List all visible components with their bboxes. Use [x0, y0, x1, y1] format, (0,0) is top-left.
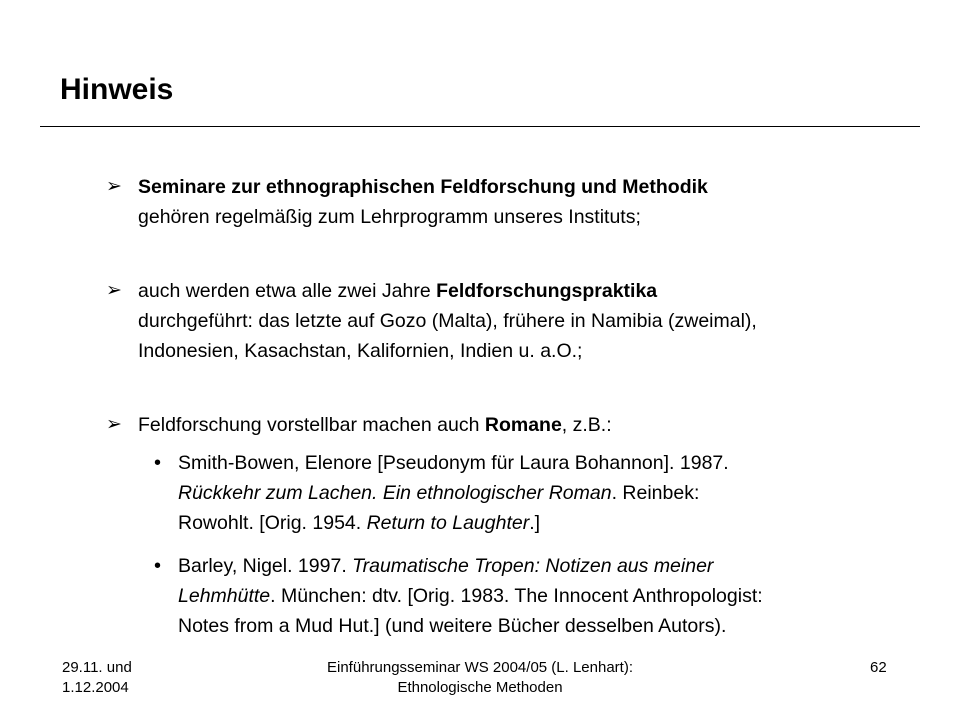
footer-date-line: 29.11. und: [62, 659, 132, 676]
dot-bullet-icon: •: [154, 452, 162, 474]
footer-course: [280, 658, 680, 698]
reference-text: . München: dtv. [Orig. 1983. The Innocent Anthropologist:: [270, 585, 763, 607]
reference-italic-title: Traumatische Tropen: Notizen aus meiner: [352, 555, 714, 577]
reference-line: [178, 551, 914, 581]
dot-bullet-icon: •: [154, 555, 162, 577]
bullet-text: , z.B.:: [561, 414, 612, 436]
bullet-line: Indonesien, Kasachstan, Kalifornien, Indien u. a.O.;: [138, 340, 583, 362]
bullet-line: [138, 276, 914, 306]
bullet-line: gehören regelmäßig zum Lehrprogramm unseres Instituts;: [138, 206, 641, 228]
title-divider: [40, 126, 920, 127]
bullet-line: [138, 172, 914, 202]
arrowhead-bullet-icon: ➢: [106, 414, 122, 435]
bullet-text: Feldforschung vorstellbar machen auch: [138, 414, 485, 436]
bullet-text: auch werden etwa alle zwei Jahre: [138, 280, 437, 302]
footer-course-line: Ethnologische Methoden: [397, 679, 563, 696]
reference-smith-bowen: [104, 448, 914, 538]
reference-text: . Reinbek:: [611, 482, 700, 504]
reference-line: Notes from a Mud Hut.] (und weitere Bücher desselben Autors).: [178, 615, 727, 637]
bullet-romane: [104, 410, 914, 440]
bullet-seminare: [104, 172, 914, 232]
reference-italic-title: Lehmhütte: [178, 585, 271, 607]
slide-body: [104, 172, 914, 641]
reference-line: [178, 508, 914, 538]
footer-date: [62, 658, 132, 698]
footer-date-line: 1.12.2004: [62, 679, 129, 696]
bullet-line: durchgeführt: das letzte auf Gozo (Malta), frühere in Namibia (zweimal),: [138, 310, 757, 332]
slide-title: Hinweis: [60, 73, 174, 106]
footer-course-line: Einführungsseminar WS 2004/05 (L. Lenhart):: [327, 659, 633, 676]
reference-line: [178, 478, 914, 508]
reference-text: .]: [529, 512, 541, 534]
reference-italic-title: Rückkehr zum Lachen. Ein ethnologischer Roman: [178, 482, 612, 504]
bullet-bold-text: Seminare zur ethnographischen Feldforschung und Methodik: [138, 176, 708, 198]
reference-text: Barley, Nigel. 1997.: [178, 555, 353, 577]
reference-line: Smith-Bowen, Elenore [Pseudonym für Laura Bohannon]. 1987.: [178, 452, 729, 474]
bullet-line: [138, 410, 914, 440]
bullet-bold-text: Romane: [484, 414, 562, 436]
bullet-bold-text: Feldforschungspraktika: [436, 280, 658, 302]
reference-line: [178, 581, 914, 611]
arrowhead-bullet-icon: ➢: [106, 176, 122, 197]
page-number: 62: [870, 659, 887, 676]
arrowhead-bullet-icon: ➢: [106, 280, 122, 301]
reference-text: Rowohlt. [Orig. 1954.: [178, 512, 367, 534]
reference-italic-title: Return to Laughter: [366, 512, 530, 534]
reference-barley: [104, 551, 914, 641]
bullet-feldforschungspraktika: [104, 276, 914, 366]
